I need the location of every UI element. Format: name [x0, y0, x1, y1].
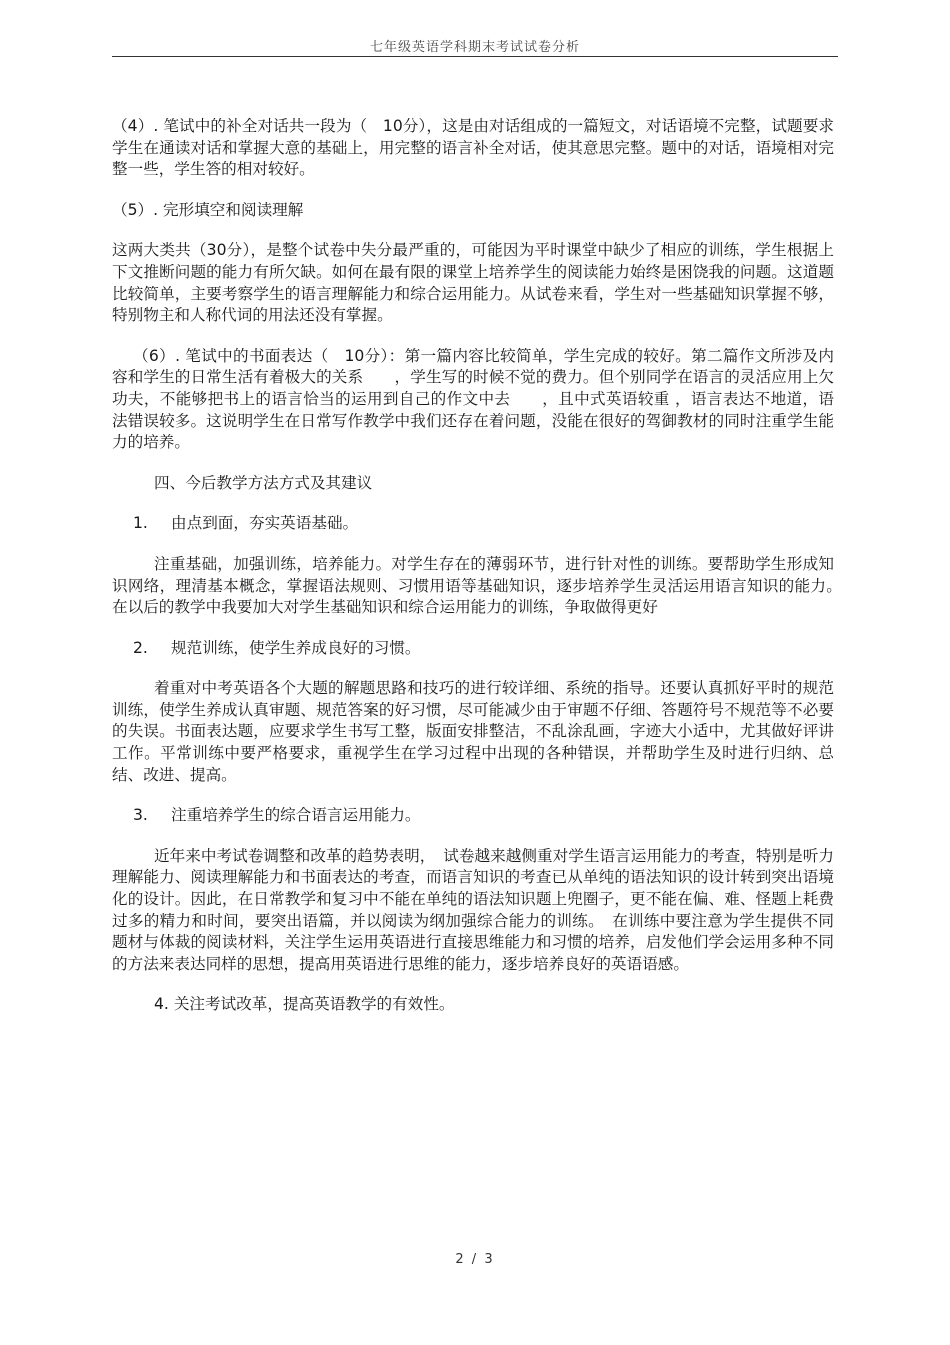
page-number: 2 / 3 — [455, 1252, 495, 1267]
suggestion-1-title: 由点到面，夯实英语基础。 — [171, 514, 359, 533]
suggestion-1-body: 注重基础，加强训练，培养能力。对学生存在的薄弱环节，进行针对性的训练。要帮助学生形成知识网络，理清基本概念，掌握语法规则、习惯用语等基础知识，逐步培养学生灵活运用语言知识的能力。 在以后的教学中我要加大对学生基础知识和综合运用能力的训练，争取做得更好 — [112, 554, 850, 617]
suggestion-3-heading — [133, 805, 834, 827]
suggestion-3-number: 3. — [133, 806, 148, 825]
suggestion-1-number: 1. — [133, 514, 148, 533]
paragraph-item-4: （4）. 笔试中的补全对话共一段为（ 10分），这是由对话组成的一篇短文，对话语境不完整，试题要求学生在通读对话和掌握大意的基础上，用完整的语言补全对话，使其意思完整。题中的对话，语境相对完整一些，学生答的相对较好。 — [112, 117, 834, 179]
suggestion-2-number: 2. — [133, 638, 148, 657]
suggestion-1-heading — [133, 513, 834, 535]
document-body — [112, 116, 850, 1035]
header-rule — [112, 56, 838, 57]
section-4-heading: 四、今后教学方法方式及其建议 — [154, 473, 373, 492]
suggestion-4-heading: 4. 关注考试改革，提高英语教学的有效性。 — [154, 995, 455, 1014]
paragraph-item-5-heading: （5）. 完形填空和阅读理解 — [112, 200, 304, 219]
running-header: 七年级英语学科期末考试试卷分析 — [369, 40, 580, 55]
suggestion-2-body: 着重对中考英语各个大题的解题思路和技巧的进行较详细、系统的指导。还要认真抓好平时的规范训练，使学生养成认真审题、规范答案的好习惯，尽可能减少由于审题不仔细、答题符号不规范等不必要的失误。书面表达题，应要求学生书写工整，版面安排整洁，不乱涂乱画，字迹大小适中，尤其做好评讲工作。平常训练中要严格要求，重视学生在学习过程中出现的各种错误，并帮助学生及时进行归纳、总结、改进、提高。 — [112, 679, 834, 784]
paragraph-item-6: （6）. 笔试中的书面表达（ 10分）：第一篇内容比较简单，学生完成的较好。第二篇作文所涉及内容和学生的日常生活有着极大的关系 ，学生写的时候不觉的费力。但个别同学在语言的灵活应用上欠功夫，不能够把书上的语言恰当的运用到自己的作文中去 ，且中式英语较重 ，语言表达不地道，语法错误较多。这说明学生在日常写作教学中我们还存在着问题，没能在很好的驾御教材的同时注重学生能力的培养。 — [112, 346, 834, 452]
suggestion-2-heading — [133, 638, 834, 660]
suggestion-2-title: 规范训练，使学生养成良好的习惯。 — [171, 638, 421, 657]
paragraph-item-5-body: 这两大类共（30分），是整个试卷中失分最严重的，可能因为平时课堂中缺少了相应的训练，学生根据上下文推断问题的能力有所欠缺。如何在最有限的课堂上培养学生的阅读能力始终是困饶我的问题。这道题比较简单，主要考察学生的语言理解能力和综合运用能力。从试卷来看，学生对一些基础知识掌握不够，特别物主和人称代词的用法还没有掌握。 — [112, 241, 834, 325]
suggestion-3-body: 近年来中考试卷调整和改革的趋势表明， 试卷越来越侧重对学生语言运用能力的考查，特别是听力理解能力、阅读理解能力和书面表达的考查，而语言知识的考查已从单纯的语法知识的设计转到突出语境化的设计。因此，在日常教学和复习中不能在单纯的语法知识题上兜圈子，更不能在偏、难、怪题上耗费过多的精力和时间，要突出语篇，并以阅读为纲加强综合能力的训练。 在训练中要注意为学生提供不同题材与体裁的阅读材料，关注学生运用英语进行直接思维能力和习惯的培养，启发他们学会运用多种不同的方法来表达同样的思想，提高用英语进行思维的能力，逐步培养良好的英语语感。 — [112, 846, 834, 973]
suggestion-3-title: 注重培养学生的综合语言运用能力。 — [171, 806, 421, 825]
